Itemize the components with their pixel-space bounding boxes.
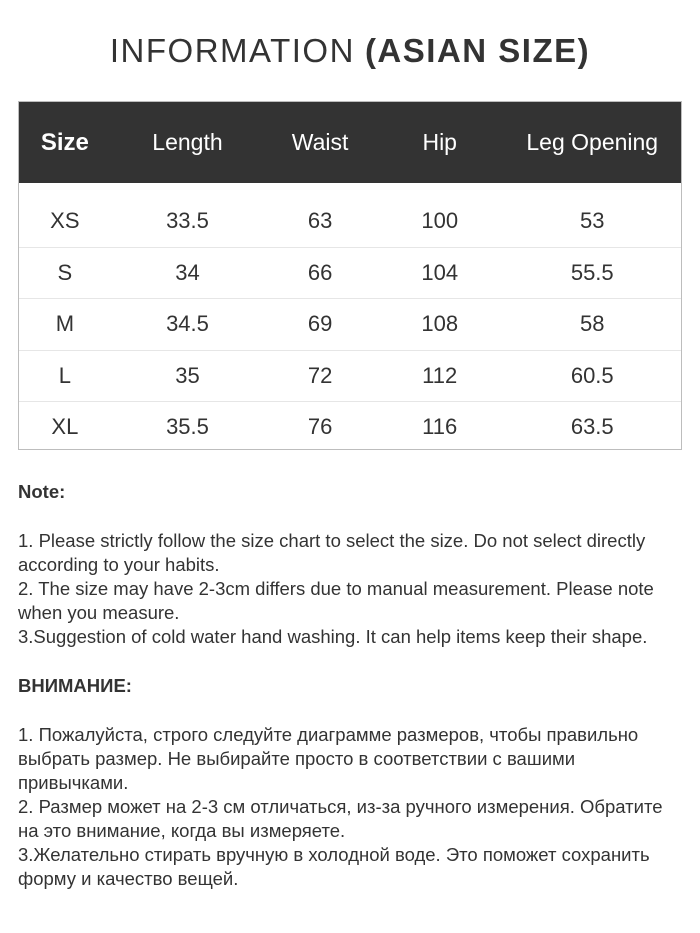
table-row bbox=[19, 402, 681, 453]
cell-size: XS bbox=[50, 208, 80, 234]
cell-size: L bbox=[58, 362, 71, 388]
note-item: 3.Suggestion of cold water hand washing. It can help items keep their shape. bbox=[18, 626, 648, 647]
cell-leg-opening: 58 bbox=[580, 311, 605, 337]
cell-length: 35.5 bbox=[166, 414, 209, 440]
cell-hip: 108 bbox=[421, 311, 459, 337]
note-item: 1. Пожалуйста, строго следуйте диаграмме размеров, чтобы правильно выбрать размер. Не выбирайте просто в соответствии с вашими привычками. bbox=[18, 724, 639, 793]
header-size: Size bbox=[40, 128, 89, 156]
cell-waist: 66 bbox=[307, 259, 333, 285]
cell-hip: 112 bbox=[422, 362, 458, 388]
cell-size: M bbox=[55, 311, 75, 337]
header-leg-opening: Leg Opening bbox=[526, 129, 659, 155]
note-heading-en: Note: bbox=[18, 481, 66, 502]
table-row bbox=[19, 196, 681, 248]
cell-size: XL bbox=[51, 414, 79, 440]
cell-hip: 104 bbox=[421, 259, 459, 285]
cell-waist: 76 bbox=[307, 414, 333, 440]
notes-section bbox=[18, 480, 688, 891]
note-heading-ru: ВНИМАНИЕ: bbox=[18, 675, 132, 696]
cell-leg-opening: 60.5 bbox=[570, 362, 614, 388]
size-table bbox=[18, 101, 682, 450]
table-row bbox=[19, 351, 681, 403]
header-hip: Hip bbox=[422, 129, 457, 155]
header-length: Length bbox=[152, 129, 223, 155]
table-row bbox=[19, 248, 681, 300]
note-item: 1. Please strictly follow the size chart to select the size. Do not select directly according to your habits. bbox=[18, 530, 646, 575]
cell-hip: 116 bbox=[422, 414, 458, 440]
note-item: 2. The size may have 2-3cm differs due to manual measurement. Please note when you measure. bbox=[18, 578, 654, 623]
table-header bbox=[19, 102, 681, 183]
header-waist: Waist bbox=[291, 129, 349, 155]
cell-length: 34.5 bbox=[166, 311, 209, 337]
title-main: INFORMATION bbox=[109, 32, 355, 69]
note-item: 2. Размер может на 2-3 см отличаться, из-за ручного измерения. Обратите на это внимание, когда вы измеряете. bbox=[18, 796, 663, 841]
cell-length: 35 bbox=[175, 362, 200, 388]
cell-leg-opening: 63.5 bbox=[570, 414, 614, 440]
cell-waist: 69 bbox=[307, 311, 333, 337]
table-row bbox=[19, 299, 681, 351]
note-list-ru bbox=[18, 723, 688, 891]
cell-size: S bbox=[57, 259, 73, 285]
page-title bbox=[0, 32, 700, 70]
cell-leg-opening: 53 bbox=[580, 208, 605, 234]
cell-length: 34 bbox=[175, 259, 200, 285]
note-list-en bbox=[18, 529, 688, 649]
table-body bbox=[19, 183, 681, 453]
cell-leg-opening: 55.5 bbox=[570, 259, 614, 285]
cell-length: 33.5 bbox=[166, 208, 209, 234]
cell-waist: 72 bbox=[307, 362, 333, 388]
cell-hip: 100 bbox=[421, 208, 459, 234]
note-item: 3.Желательно стирать вручную в холодной воде. Это поможет сохранить форму и качество вещей. bbox=[18, 844, 650, 889]
title-region: (ASIAN SIZE) bbox=[364, 32, 591, 69]
cell-waist: 63 bbox=[307, 208, 333, 234]
